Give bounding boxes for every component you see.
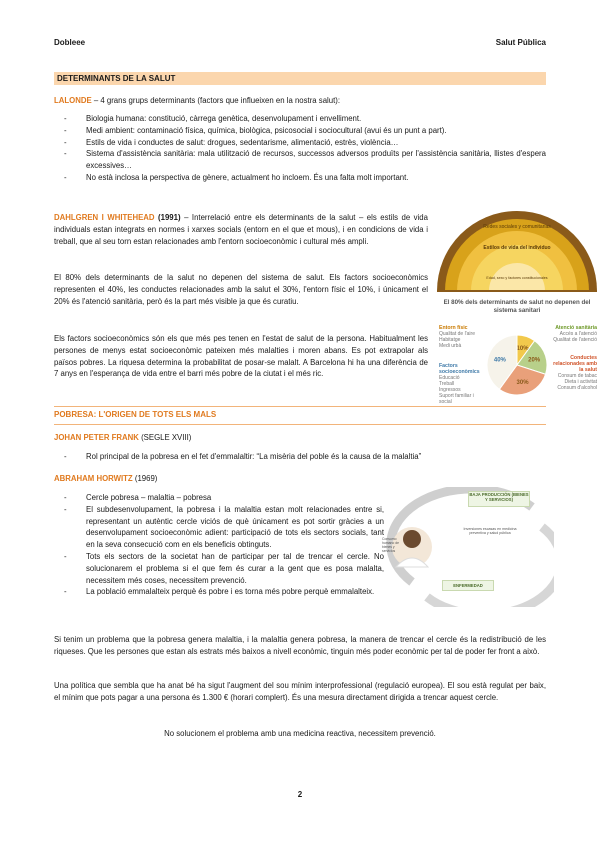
figure1-caption: El 80% dels determinants de salut no depenen del sistema sanitari [443, 299, 591, 314]
legend-title: Conductes relacionades amb la salut [553, 355, 597, 373]
legend-title: Factors socioeconòmics [439, 363, 480, 375]
determinants-pie [485, 333, 549, 397]
frank-name: JOHAN PETER FRANK [54, 433, 139, 442]
box-disease: ENFERMEDAD [442, 580, 494, 591]
section-title-poverty: POBRESA: L'ORIGEN DE TOTS ELS MALS [54, 410, 217, 419]
poverty-cycle-figure [382, 487, 554, 607]
list-item: - Sistema d'assistència sanitària: mala utilització de recursos, successos adversos produïts per l'assistència sanitària, llistes d'espera excessives… [54, 148, 546, 172]
header-left: Dobleee [54, 38, 86, 47]
horwitz-name: ABRAHAM HORWITZ [54, 474, 133, 483]
pie-label: 40% [493, 357, 506, 364]
box-low-production: BAJA PRODUCCIÓN (BIENES Y SERVICIOS) [468, 491, 530, 507]
pie-label: 30% [516, 380, 529, 387]
list-item: - Tots els sectors de la societat han de participar per tal de trencar el cercle. No solucionarem el problema si el que fem és curar a la gent que es posa malalta, necessitem més coses, necessitem prevenció. [54, 551, 384, 586]
legend-title: Atenció sanitària [555, 325, 597, 331]
legend-line: Suport familiar i social [439, 393, 474, 405]
legend-entorn [439, 325, 487, 349]
rainbow-label: Estilos de vida del individuo [483, 245, 551, 251]
dahlgren-name: DAHLGREN I WHITEHEAD [54, 213, 155, 222]
frank-era: (SEGLE XVIII) [138, 433, 192, 442]
legend-line: Medi urbà [439, 343, 462, 349]
paragraph-policy: Una política que sembla que ha anat bé ha sigut l'augment del sou mínim interprofessional (regulació europea). El sou està regulat per baix, el mínim que pots pagar a una persona és 1.300 € (horari complert). És una mesura directament dirigida a trencar aquest cercle. [54, 681, 546, 702]
list-item: - Cercle pobresa – malaltia – pobresa [54, 492, 384, 504]
paragraph-circle: Si tenim un problema que la pobresa genera malaltia, i la malaltia genera pobresa, la manera de trencar el cercle és la redistribució de les riqueses. Que les persones que estan als estrats més baixos a nivell econòmic, tinguin més poder econòmic per tal de poder fer front a això. [54, 635, 546, 656]
closing-line: No solucionem el problema amb una medicina reactiva, necessitem prevenció. [164, 729, 436, 738]
horwitz-bullets [54, 492, 384, 598]
legend-line: Habitatge [439, 337, 461, 343]
dahlgren-year: (1991) [154, 213, 181, 222]
legend-title: Entorn físic [439, 325, 468, 331]
dahlgren-text: – Interrelació entre els determinants de la salut – els estils de vida individuals estan integrats en normes i xarxes socials (entorn en el que et mous), i en condicions de vida i treball, que al seu torn estan relacionades amb l'entorn socioeconòmic i cultural més ampli. [54, 213, 428, 246]
legend-line: Dieta i activitat [564, 379, 597, 385]
pie-label: 10% [516, 345, 529, 352]
list-item: - El subdesenvolupament, la pobresa i la malaltia estan molt relacionades entre si, representant un autèntic cercle viciós de què únicament es pot sortir gràcies a un desenvolupament socioeconòmic adient: participació de tots els sectors socials, tant en la seva consecució com en els beneficis obtinguts. [54, 504, 384, 551]
section-divider [54, 424, 546, 425]
list-item: - Rol principal de la pobresa en el fet d'emmalaltir: “La misèria del poble és la causa de la malaltia” [54, 451, 546, 463]
lalonde-intro-text: – 4 grans grups determinants (factors que influeixen en la nostra salut): [91, 96, 341, 105]
rainbow-label: Redes sociales y comunitarias [483, 224, 551, 230]
list-item: - Biologia humana: constitució, càrrega genètica, desenvolupament i envelliment. [54, 113, 546, 125]
legend-line: Ingressos [439, 387, 461, 393]
list-item: - Medi ambient: contaminació física, química, biològica, psicosocial i sociocultural (avui és un punt a part). [54, 125, 546, 137]
frank-bullets [54, 451, 546, 463]
center-label: Inversiones escasas en medicina preventiva y salud pública [463, 527, 517, 536]
lalonde-bullets [54, 113, 546, 184]
legend-line: Consum de tabac [557, 373, 597, 379]
rainbow-label: Edad, sexo y factores constitucionales [486, 276, 548, 280]
legend-conductes [549, 355, 597, 391]
list-item: - No està inclosa la perspectiva de gènere, actualment ho incloem. És una falta molt important. [54, 172, 446, 184]
header-right: Salut Pública [495, 38, 546, 47]
dahlgren-paragraph [54, 212, 428, 247]
legend-line: Qualitat de l'atenció [553, 337, 597, 343]
horwitz-heading [54, 473, 546, 485]
page-number: 2 [297, 790, 303, 799]
legend-socio [439, 363, 487, 405]
horwitz-year: (1969) [132, 474, 158, 483]
section-divider [54, 406, 546, 407]
determinants-figure [437, 183, 597, 413]
legend-line: Educació [439, 375, 460, 381]
paragraph-80-percent: El 80% dels determinants de la salut no depenen del sistema de salut. Els factors socioeconòmics representen el 40%, les conductes relacionades amb la salut el 30%, l'entorn físic el 10%, i únicament el 20% és l'atenció sanitària, però és la part més visible ja que és curatiu. [54, 273, 428, 306]
list-item: - Estils de vida i conductes de salut: drogues, sedentarisme, alimentació, estrès, violència… [54, 137, 546, 149]
legend-line: Treball [439, 381, 455, 387]
lalonde-name: LALONDE [54, 96, 92, 105]
frank-heading [54, 432, 546, 444]
legend-line: Qualitat de l'aire [439, 331, 475, 337]
lalonde-intro [54, 95, 546, 107]
rainbow-diagram [437, 183, 597, 295]
paragraph-socioeconomic: Els factors socioeconòmics són els que més pes tenen en l'estat de salut de la persona. Habitualment les persones de menys estat socioeconòmic pateixen més malalties i moren abans. Es pot extrapolar als països pobres. La riquesa determina la probabilitat de posar-se malalt. A Barcelona hi ha una diferència de 7 anys en l'esperança de vida entre el barri més pobre de la ciutat i el més ric. [54, 334, 428, 379]
legend-atencio [549, 325, 597, 343]
legend-line: Consum d'alcohol [557, 385, 597, 391]
pie-label: 20% [528, 357, 541, 364]
section-title-determinants: DETERMINANTS DE LA SALUT [54, 72, 546, 85]
legend-line: Accés a l'atenció [559, 331, 597, 337]
list-item: - La població emmalalteix perquè és pobre i es torna més pobre perquè emmalalteix. [54, 586, 466, 598]
side-label: Consumo humano de bienes y servicios [382, 537, 399, 553]
